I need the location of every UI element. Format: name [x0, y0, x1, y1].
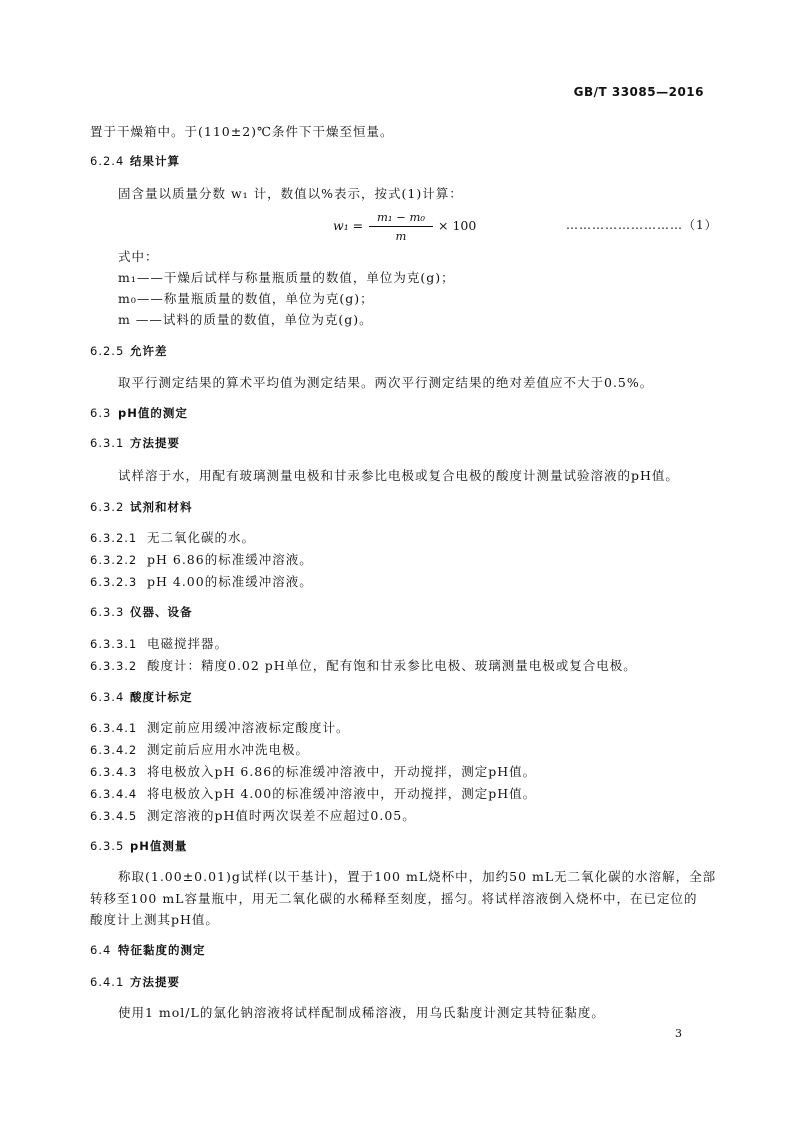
standard-code: GB/T 33085—2016	[573, 85, 704, 99]
section-title: 方法提要	[130, 436, 180, 450]
section-number: 6.3.2	[90, 500, 125, 514]
section-number: 6.4.1	[90, 975, 125, 989]
section-heading-6-3-2	[90, 499, 193, 515]
section-number: 6.3.5	[90, 839, 125, 853]
section-title: pH值的测定	[118, 406, 188, 420]
item-number: 6.3.4.3	[90, 765, 138, 779]
section-heading-6-3-4	[90, 689, 193, 705]
variable-definition: m₁——干燥后试样与称量瓶质量的数值，单位为克(g)；	[118, 270, 455, 285]
section-heading-6-2-4	[90, 153, 180, 169]
section-number: 6.3.4	[90, 690, 125, 704]
list-item	[90, 656, 637, 674]
paragraph: 置于干燥箱中。于(110±2)℃条件下干燥至恒量。	[90, 124, 394, 139]
list-item	[90, 634, 228, 652]
section-number: 6.3.1	[90, 436, 125, 450]
section-title: 允许差	[130, 344, 168, 358]
equation-number: ………………………（1）	[566, 218, 718, 232]
formula-fraction	[369, 210, 433, 243]
section-number: 6.4	[90, 943, 112, 957]
item-text: 将电极放入pH 6.86的标准缓冲溶液中，开动搅拌，测定pH值。	[147, 764, 537, 779]
paragraph: 固含量以质量分数 w₁ 计，数值以%表示，按式(1)计算：	[118, 186, 463, 201]
paragraph-line: 转移至100 mL容量瓶中，用无二氧化碳的水稀释至刻度，摇匀。将试样溶液倒入烧杯中，在已定位的	[90, 891, 698, 906]
item-text: 无二氧化碳的水。	[147, 530, 256, 545]
section-number: 6.2.5	[90, 344, 125, 358]
section-title: 方法提要	[130, 975, 180, 989]
item-text: pH 4.00的标准缓冲溶液。	[147, 574, 313, 589]
paragraph: 试样溶于水，用配有玻璃测量电极和甘汞参比电极或复合电极的酸度计测量试验溶液的pH值。	[118, 468, 679, 483]
section-heading-6-3-5	[90, 838, 187, 854]
item-number: 6.3.4.4	[90, 787, 138, 801]
section-heading-6-3	[90, 405, 188, 421]
list-item	[90, 528, 255, 546]
item-text: 测定前后应用水冲洗电极。	[147, 742, 310, 757]
item-number: 6.3.3.1	[90, 637, 138, 651]
section-title: 结果计算	[130, 154, 180, 168]
page-number: 3	[675, 1027, 682, 1040]
item-text: 测定溶液的pH值时两次误差不应超过0.05。	[147, 808, 416, 823]
list-item	[90, 806, 416, 824]
section-title: 试剂和材料	[130, 500, 193, 514]
item-number: 6.3.4.1	[90, 721, 138, 735]
item-number: 6.3.4.5	[90, 809, 138, 823]
paragraph-line: 酸度计上测其pH值。	[90, 912, 219, 927]
item-text: 电磁搅拌器。	[147, 636, 229, 651]
section-heading-6-4	[90, 942, 206, 958]
item-number: 6.3.2.1	[90, 531, 138, 545]
section-number: 6.2.4	[90, 154, 125, 168]
variable-definition: m₀——称量瓶质量的数值，单位为克(g)；	[118, 291, 374, 306]
variable-definition: m ——试料的质量的数值，单位为克(g)。	[118, 312, 373, 327]
list-item	[90, 740, 309, 758]
formula-denominator: m	[395, 229, 407, 243]
item-number: 6.3.4.2	[90, 743, 138, 757]
item-text: 酸度计：精度0.02 pH单位，配有饱和甘汞参比电极、玻璃测量电极或复合电极。	[147, 658, 637, 673]
formula-rhs: × 100	[438, 218, 477, 233]
item-number: 6.3.3.2	[90, 659, 138, 673]
section-title: pH值测量	[130, 839, 188, 853]
formula-lhs: w₁ =	[333, 218, 364, 233]
formula-numerator: m₁ − m₀	[377, 210, 425, 224]
item-text: 将电极放入pH 4.00的标准缓冲溶液中，开动搅拌，测定pH值。	[147, 786, 537, 801]
section-heading-6-3-1	[90, 435, 180, 451]
section-title: 仪器、设备	[130, 605, 193, 619]
section-title: 酸度计标定	[130, 690, 193, 704]
list-item	[90, 784, 536, 802]
item-number: 6.3.2.3	[90, 575, 138, 589]
section-number: 6.3	[90, 406, 112, 420]
section-heading-6-3-3	[90, 604, 193, 620]
section-heading-6-2-5	[90, 343, 168, 359]
paragraph-line: 称取(1.00±0.01)g试样(以干基计)，置于100 mL烧杯中，加约50 mL无二氧化碳的水溶解，全部	[118, 869, 717, 884]
list-item	[90, 762, 536, 780]
paragraph: 式中：	[118, 249, 159, 264]
list-item	[90, 550, 313, 568]
section-title: 特征黏度的测定	[118, 943, 206, 957]
paragraph: 使用1 mol/L的氯化钠溶液将试样配制成稀溶液，用乌氏黏度计测定其特征黏度。	[118, 1005, 605, 1020]
section-heading-6-4-1	[90, 974, 180, 990]
item-text: pH 6.86的标准缓冲溶液。	[147, 552, 313, 567]
list-item	[90, 718, 350, 736]
item-number: 6.3.2.2	[90, 553, 138, 567]
fraction-bar	[369, 226, 433, 227]
item-text: 测定前应用缓冲溶液标定酸度计。	[147, 720, 350, 735]
list-item	[90, 572, 313, 590]
paragraph: 取平行测定结果的算术平均值为测定结果。两次平行测定结果的绝对差值应不大于0.5%。	[118, 375, 654, 390]
section-number: 6.3.3	[90, 605, 125, 619]
